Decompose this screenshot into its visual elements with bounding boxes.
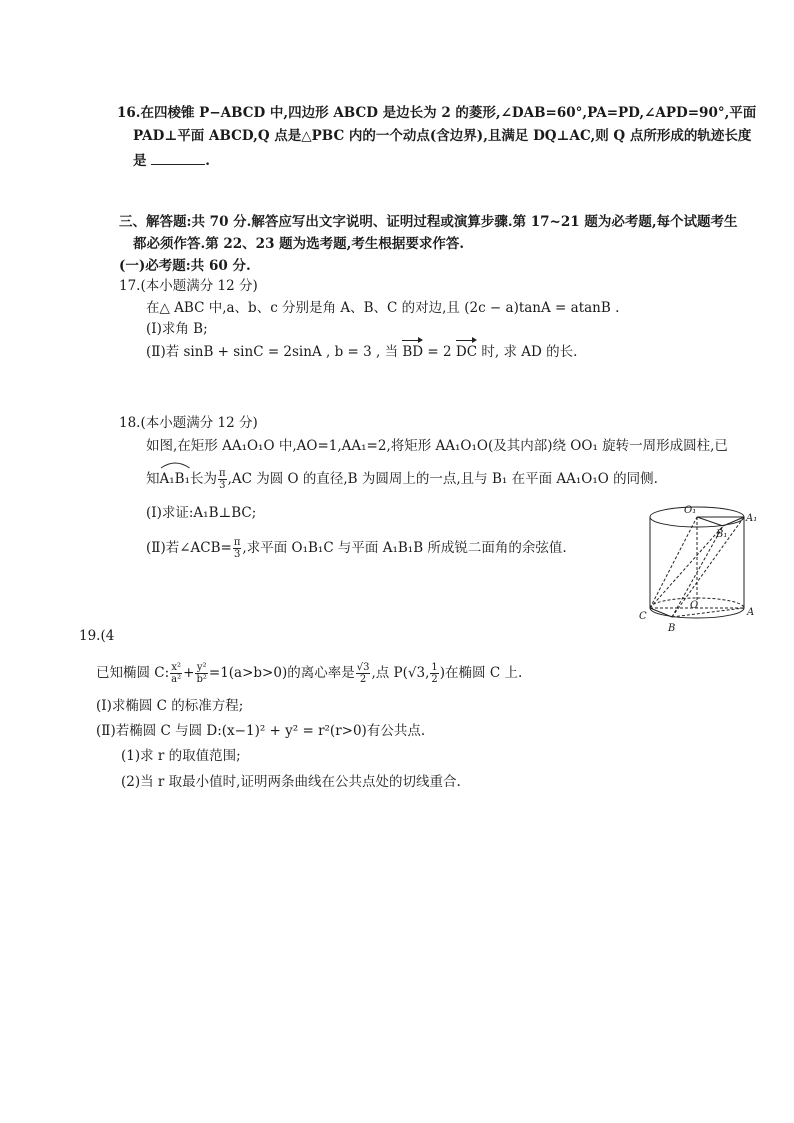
section3-line3: (一)必考题:共 60 分. xyxy=(119,258,251,274)
fraction-x2-a2 xyxy=(170,662,182,685)
cylinder-figure xyxy=(636,495,766,635)
c-b xyxy=(650,608,672,617)
label-c: C xyxy=(639,611,647,622)
frac-den: 2 xyxy=(359,674,367,685)
arc-a1b1 xyxy=(160,467,191,489)
q17-header: 17.(本小题满分 12 分) xyxy=(119,278,258,294)
fraction-y2-b2 xyxy=(195,662,207,685)
q17-line1: 在△ ABC 中,a、b、c 分别是角 A、B、C 的对边,且 (2c − a)tanA = atanB . xyxy=(146,300,620,316)
q18-line1: 如图,在矩形 AA₁O₁O 中,AO=1,AA₁=2,将矩形 AA₁O₁O(及其内部)绕 OO₁ 旋转一周形成圆柱,已 xyxy=(146,438,728,454)
vector-bd: BD xyxy=(402,344,424,360)
fraction-sqrt3-2 xyxy=(356,662,371,685)
section3-line1: 三、解答题:共 70 分.解答应写出文字说明、证明过程或演算步骤.第 17~21 题为必考题,每个试题考生 xyxy=(119,214,738,230)
arc-label: A₁B₁ xyxy=(159,471,190,487)
fraction-1-2 xyxy=(430,662,438,685)
q19-sub1: (1)求 r 的取值范围; xyxy=(121,748,241,764)
frac-num: π xyxy=(219,468,226,479)
q18-line2-a: 知 xyxy=(146,471,160,487)
q19-line1-c: ,点 P(√3, xyxy=(371,665,430,681)
label-b: B xyxy=(668,623,676,634)
frac-num: x² xyxy=(171,662,181,673)
q19-sub2: (2)当 r 取最小值时,证明两条曲线在公共点处的切线重合. xyxy=(121,774,461,790)
q19-line1-b: =1(a>b>0)的离心率是 xyxy=(208,665,355,681)
label-a1: A₁ xyxy=(746,513,758,524)
b-a xyxy=(672,608,744,617)
frac-num: π xyxy=(233,537,241,548)
q18-part2-a: (Ⅱ)若∠ACB= xyxy=(146,540,232,556)
q16-line1: 16.在四棱锥 P−ABCD 中,四边形 ABCD 是边长为 2 的菱形,∠DAB=60°,PA=PD,∠APD=90°,平面 xyxy=(117,105,757,121)
q17-part1: (Ⅰ)求角 B; xyxy=(146,321,208,337)
q18-part2-b: ,求平面 O₁B₁C 与平面 A₁B₁B 所成锐二面角的余弦值. xyxy=(242,540,567,556)
answer-blank xyxy=(151,150,205,165)
fraction-pi-3-b xyxy=(233,537,242,560)
frac-den: 2 xyxy=(431,674,438,685)
q18-line2-b: 长为 xyxy=(190,471,217,487)
frac-den: 3 xyxy=(233,549,241,560)
frac-num: 1 xyxy=(431,662,438,673)
label-b1: B₁ xyxy=(716,529,728,540)
q19-line1-a: 已知椭圆 C: xyxy=(96,665,170,681)
q19-line1 xyxy=(96,662,522,685)
frac-den: a² xyxy=(171,674,182,685)
q16-line3-text: 是 xyxy=(133,153,147,169)
q17-part2-a: (Ⅱ)若 sinB + sinC = 2sinA , b = 3 , 当 xyxy=(146,344,399,360)
label-o1: O₁ xyxy=(684,505,697,516)
q16-line3: 是 . xyxy=(133,150,210,171)
q17-part2 xyxy=(146,342,577,362)
q19-line1-d: )在椭圆 C 上. xyxy=(439,665,523,681)
q18-line2 xyxy=(146,467,658,491)
c-b1 xyxy=(650,526,723,608)
q18-part1: (Ⅰ)求证:A₁B⊥BC; xyxy=(146,505,257,521)
plus-sign: + xyxy=(183,665,195,681)
q17-part2-b: = 2 xyxy=(427,344,452,360)
label-o: O xyxy=(690,600,699,611)
q18-part2 xyxy=(146,537,567,560)
q17-part2-c: 时, 求 AD 的长. xyxy=(481,344,578,360)
frac-num: y² xyxy=(196,662,207,673)
q18-line2-c: ,AC 为圆 O 的直径,B 为圆周上的一点,且与 B₁ 在平面 AA₁O₁O 的同侧. xyxy=(227,471,658,487)
o1-b1 xyxy=(697,517,723,526)
q16-line2: PAD⊥平面 ABCD,Q 点是△PBC 内的一个动点(含边界),且满足 DQ⊥AC,则 Q 点所形成的轨迹长度 xyxy=(133,128,752,144)
section3-line2: 都必须作答.第 22、23 题为选考题,考生根据要求作答. xyxy=(133,236,465,252)
frac-den: 3 xyxy=(219,480,226,491)
frac-den: b² xyxy=(196,674,207,685)
q19-part1: (Ⅰ)求椭圆 C 的标准方程; xyxy=(96,698,244,714)
label-a: A xyxy=(747,607,755,618)
q19-header: 19.(4 xyxy=(79,628,115,644)
frac-num: √3 xyxy=(356,662,370,673)
q18-header: 18.(本小题满分 12 分) xyxy=(119,415,258,431)
q19-part2: (Ⅱ)若椭圆 C 与圆 D:(x−1)² + y² = r²(r>0)有公共点. xyxy=(96,723,426,739)
arc-mark-icon xyxy=(160,461,191,469)
fraction-pi-3 xyxy=(218,468,227,491)
vector-dc: DC xyxy=(455,344,478,360)
